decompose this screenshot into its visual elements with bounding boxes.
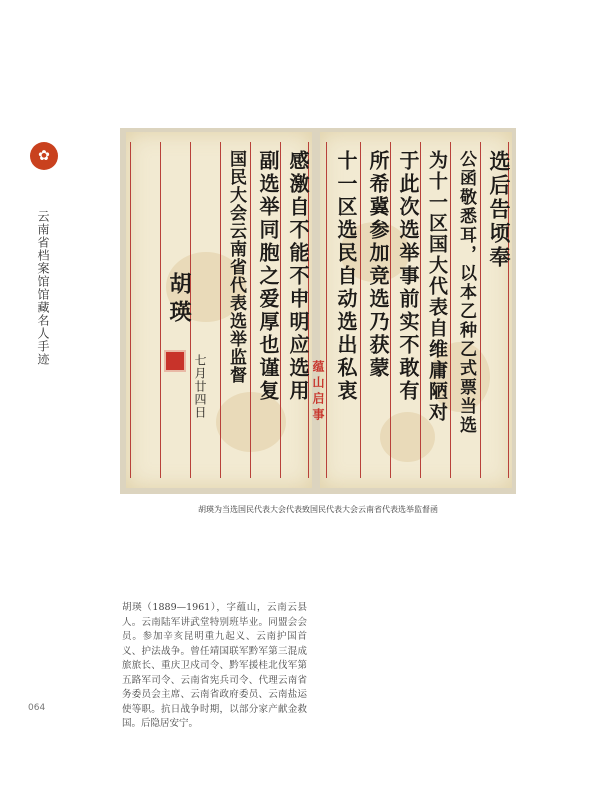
letter-page-left xyxy=(126,132,312,488)
letter-date: 七月廿四日 xyxy=(193,354,207,419)
letter-page-right xyxy=(320,132,512,488)
letter-column: 国民大会云南省代表选举监督 xyxy=(226,150,246,384)
side-title: 云南省档案馆馆藏名人手迹 xyxy=(36,210,50,366)
letter-column: 十一区选民自动选出私衷 xyxy=(334,150,358,403)
image-caption: 胡瑛为当选国民代表大会代表致国民代表大会云南省代表选举监督函 xyxy=(198,505,438,514)
letter-column: 感激自不能不申明应选用 xyxy=(286,150,310,403)
letter-column: 为十一区国大代表自维庸陋对 xyxy=(426,150,448,423)
letter-column: 于此次选举事前实不敢有 xyxy=(396,150,420,403)
letter-column: 所希冀参加竞选乃获蒙 xyxy=(366,150,390,380)
letter-column: 选后告顷奉 xyxy=(487,150,512,270)
page-number: 064 xyxy=(28,703,46,713)
red-stamp: 蕴山启事 xyxy=(311,360,325,424)
red-seal-icon xyxy=(164,350,186,372)
letter-column: 副选举同胞之爱厚也谨复 xyxy=(256,150,280,403)
letter-column: 公函敬悉耳，以本乙种乙式票当选 xyxy=(456,150,476,435)
biography-text: 胡瑛（1889—1961），字蕴山，云南云县人。云南陆军讲武堂特别班毕业。同盟会会员。参加辛亥昆明重九起义、云南护国首义、护法战争。曾任靖国联军黔军第三混成旅旅长、重庆卫戍司令、黔军援桂北伐军第五路军司令、云南省宪兵司令、代理云南省务委员会主席、云南省政府委员、云南盐运使等职。抗日战争时期，以部分家产献金救国。后隐居安宁。 xyxy=(122,602,307,729)
letter-signature: 胡瑛 xyxy=(166,272,192,328)
letter-image xyxy=(120,128,516,494)
circle-seal-icon: ✿ xyxy=(30,142,58,170)
